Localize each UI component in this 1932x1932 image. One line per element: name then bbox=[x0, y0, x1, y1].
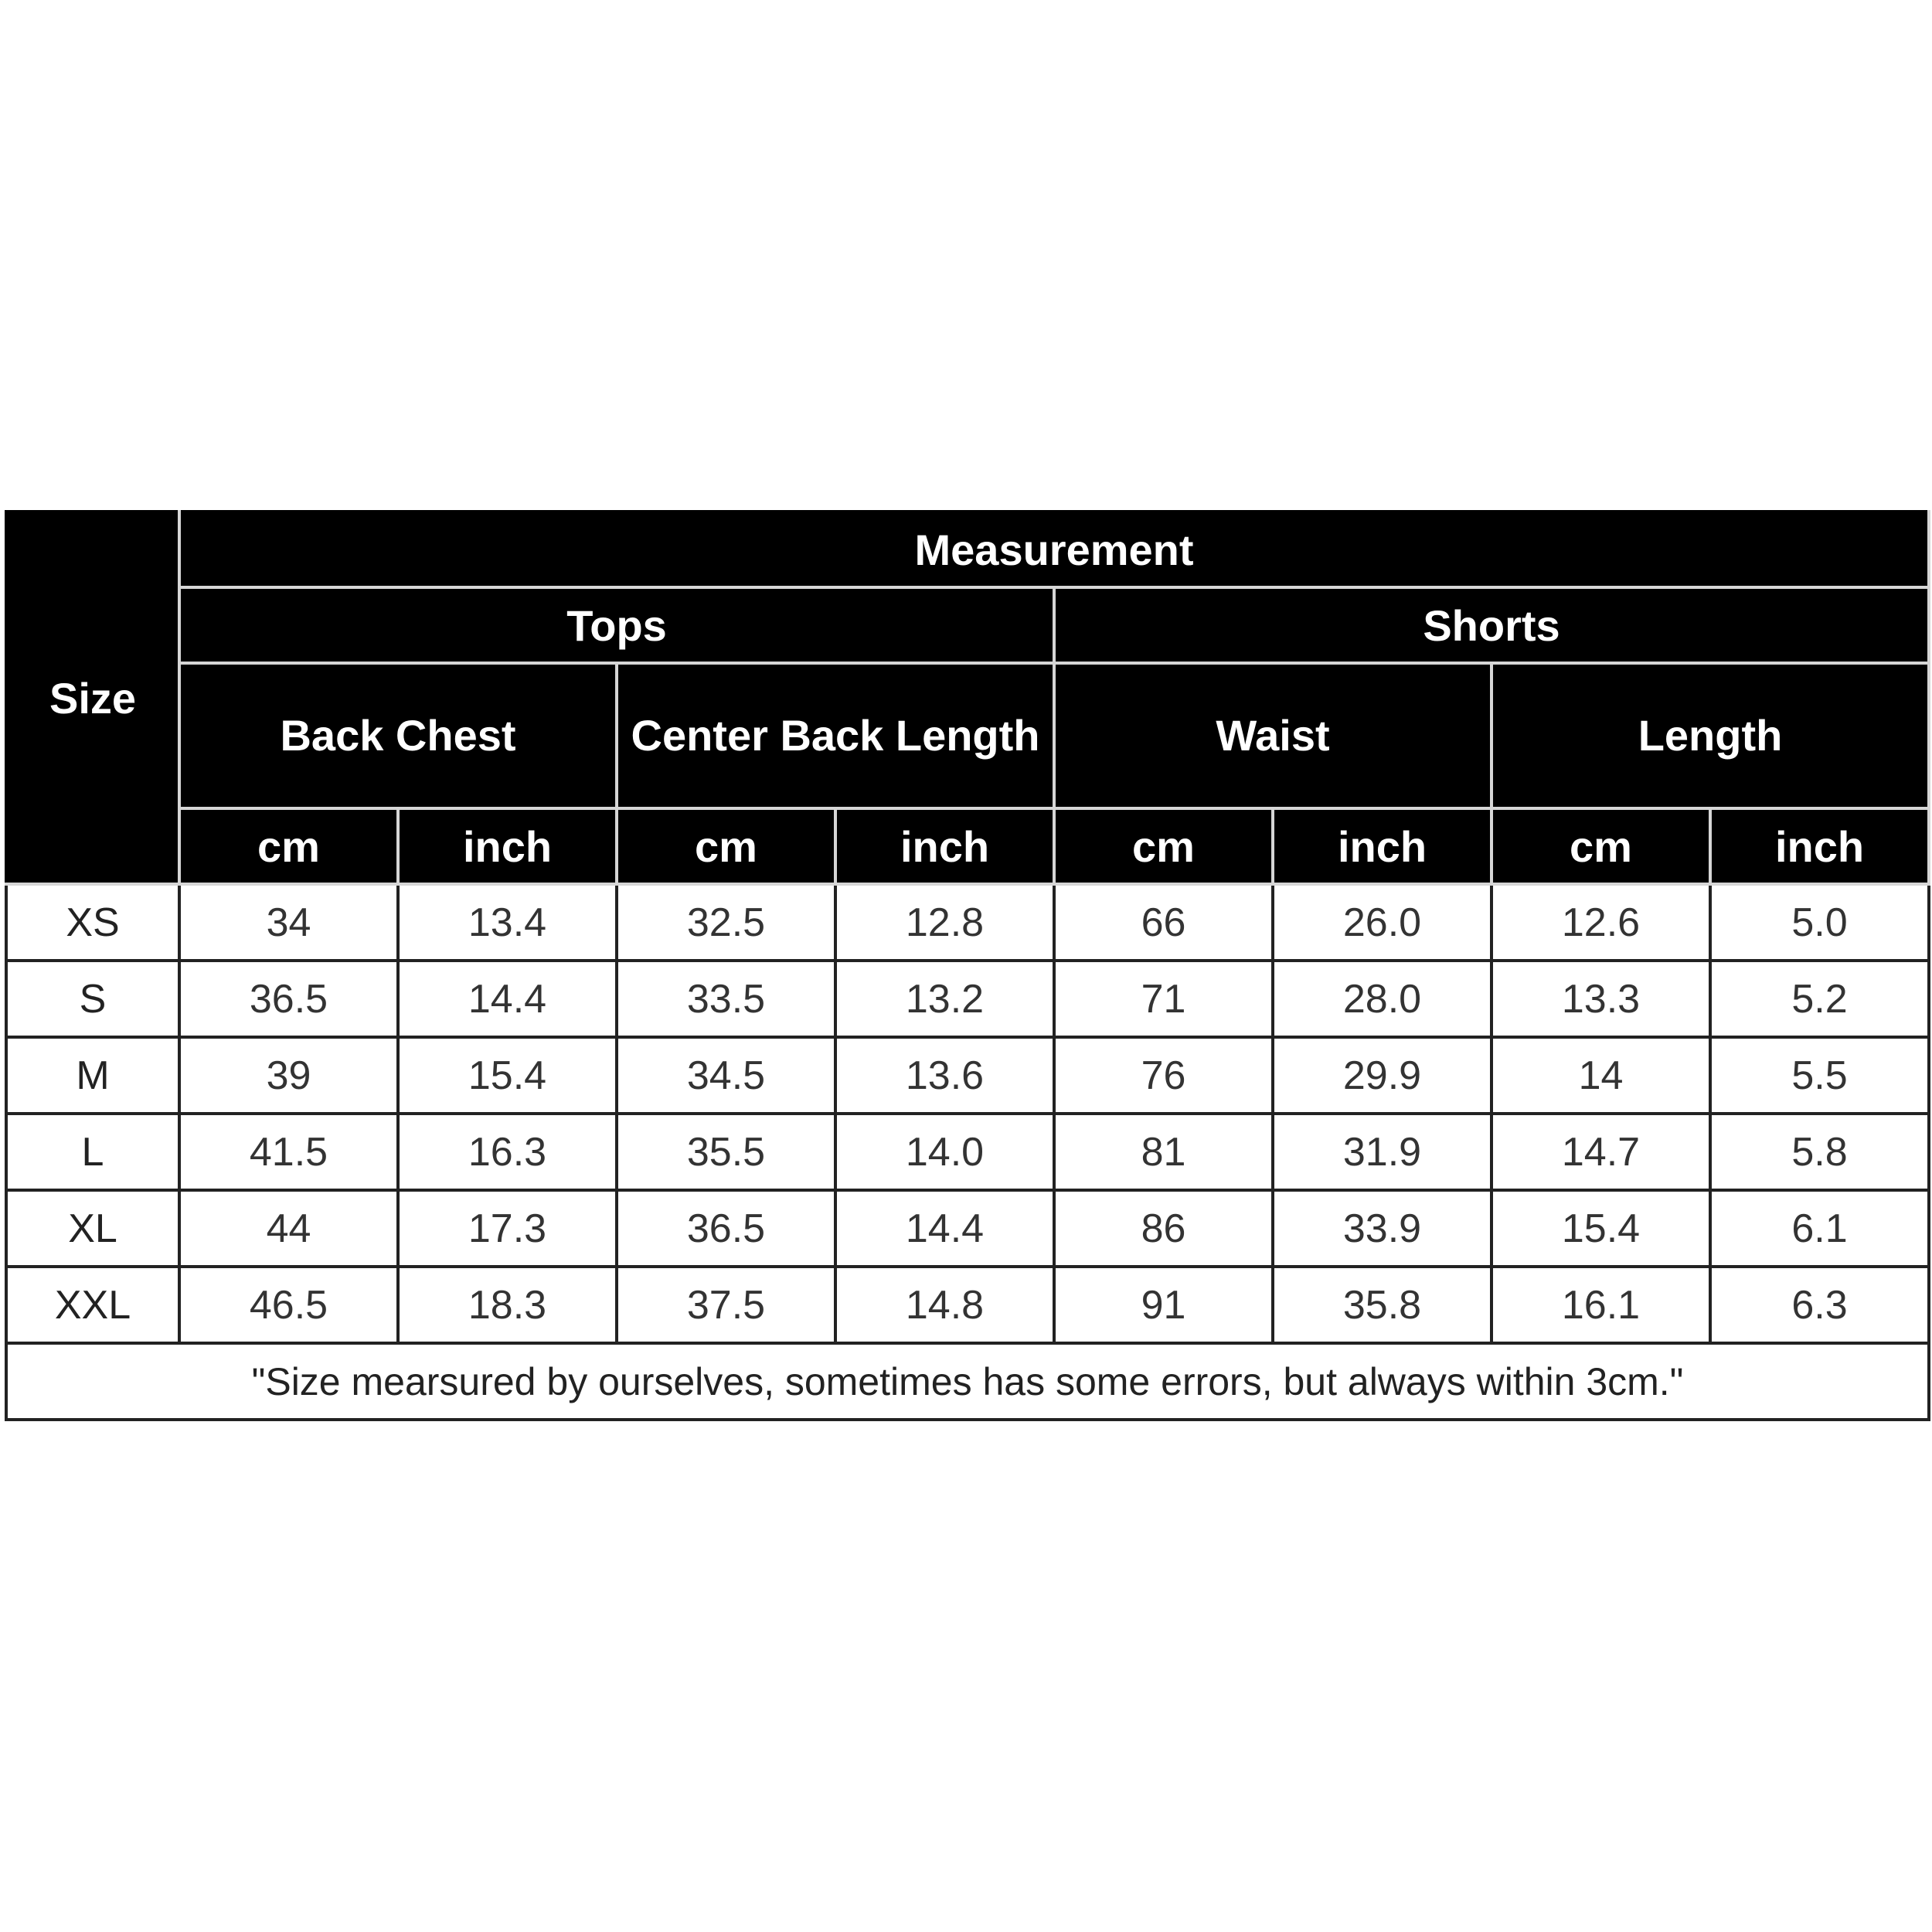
table-cell: 16.1 bbox=[1492, 1267, 1710, 1343]
table-cell: 14.4 bbox=[398, 961, 617, 1037]
unit-header: cm bbox=[179, 808, 398, 884]
table-cell: 14 bbox=[1492, 1037, 1710, 1114]
unit-header: cm bbox=[1054, 808, 1273, 884]
table-cell: 28.0 bbox=[1273, 961, 1492, 1037]
tops-header: Tops bbox=[179, 587, 1054, 663]
table-cell: 86 bbox=[1054, 1190, 1273, 1267]
unit-header: inch bbox=[398, 808, 617, 884]
note-row bbox=[6, 1343, 1929, 1420]
size-cell: M bbox=[6, 1037, 179, 1114]
size-cell: L bbox=[6, 1114, 179, 1190]
size-column-header: Size bbox=[6, 512, 179, 884]
unit-header: cm bbox=[617, 808, 835, 884]
size-chart-header bbox=[6, 512, 1929, 884]
table-cell: 37.5 bbox=[617, 1267, 835, 1343]
table-cell: 39 bbox=[179, 1037, 398, 1114]
table-cell: 18.3 bbox=[398, 1267, 617, 1343]
table-cell: 14.8 bbox=[835, 1267, 1054, 1343]
table-cell: 13.3 bbox=[1492, 961, 1710, 1037]
table-cell: 5.5 bbox=[1710, 1037, 1929, 1114]
back-chest-header: Back Chest bbox=[179, 663, 617, 808]
table-cell: 12.8 bbox=[835, 884, 1054, 961]
table-cell: 81 bbox=[1054, 1114, 1273, 1190]
table-cell: 15.4 bbox=[398, 1037, 617, 1114]
table-cell: 14.7 bbox=[1492, 1114, 1710, 1190]
table-cell: 15.4 bbox=[1492, 1190, 1710, 1267]
table-row bbox=[6, 884, 1929, 961]
table-cell: 33.5 bbox=[617, 961, 835, 1037]
table-cell: 44 bbox=[179, 1190, 398, 1267]
table-cell: 29.9 bbox=[1273, 1037, 1492, 1114]
table-cell: 13.2 bbox=[835, 961, 1054, 1037]
table-cell: 26.0 bbox=[1273, 884, 1492, 961]
table-cell: 5.8 bbox=[1710, 1114, 1929, 1190]
measurement-note: "Size mearsured by ourselves, sometimes has some errors, but always within 3cm." bbox=[6, 1343, 1929, 1420]
table-cell: 14.4 bbox=[835, 1190, 1054, 1267]
unit-header: inch bbox=[835, 808, 1054, 884]
unit-header: cm bbox=[1492, 808, 1710, 884]
table-row bbox=[6, 1114, 1929, 1190]
size-cell: XS bbox=[6, 884, 179, 961]
table-cell: 46.5 bbox=[179, 1267, 398, 1343]
table-row bbox=[6, 1267, 1929, 1343]
measurement-header: Measurement bbox=[179, 512, 1929, 587]
table-cell: 13.6 bbox=[835, 1037, 1054, 1114]
shorts-header: Shorts bbox=[1054, 587, 1929, 663]
unit-header: inch bbox=[1710, 808, 1929, 884]
table-cell: 17.3 bbox=[398, 1190, 617, 1267]
size-chart-body bbox=[6, 884, 1929, 1420]
table-cell: 91 bbox=[1054, 1267, 1273, 1343]
table-cell: 12.6 bbox=[1492, 884, 1710, 961]
table-cell: 66 bbox=[1054, 884, 1273, 961]
table-cell: 36.5 bbox=[179, 961, 398, 1037]
table-cell: 76 bbox=[1054, 1037, 1273, 1114]
table-cell: 5.2 bbox=[1710, 961, 1929, 1037]
table-row bbox=[6, 961, 1929, 1037]
center-back-length-header: Center Back Length bbox=[617, 663, 1054, 808]
unit-header: inch bbox=[1273, 808, 1492, 884]
table-cell: 16.3 bbox=[398, 1114, 617, 1190]
table-cell: 33.9 bbox=[1273, 1190, 1492, 1267]
size-cell: XL bbox=[6, 1190, 179, 1267]
table-cell: 36.5 bbox=[617, 1190, 835, 1267]
size-chart-table bbox=[5, 510, 1930, 1421]
table-cell: 5.0 bbox=[1710, 884, 1929, 961]
table-cell: 14.0 bbox=[835, 1114, 1054, 1190]
size-cell: XXL bbox=[6, 1267, 179, 1343]
table-cell: 35.8 bbox=[1273, 1267, 1492, 1343]
table-cell: 35.5 bbox=[617, 1114, 835, 1190]
table-cell: 32.5 bbox=[617, 884, 835, 961]
table-cell: 6.1 bbox=[1710, 1190, 1929, 1267]
table-row bbox=[6, 1037, 1929, 1114]
table-row bbox=[6, 1190, 1929, 1267]
table-cell: 13.4 bbox=[398, 884, 617, 961]
table-cell: 6.3 bbox=[1710, 1267, 1929, 1343]
size-cell: S bbox=[6, 961, 179, 1037]
length-header: Length bbox=[1492, 663, 1929, 808]
waist-header: Waist bbox=[1054, 663, 1492, 808]
table-cell: 34.5 bbox=[617, 1037, 835, 1114]
table-cell: 41.5 bbox=[179, 1114, 398, 1190]
table-cell: 34 bbox=[179, 884, 398, 961]
table-cell: 31.9 bbox=[1273, 1114, 1492, 1190]
table-cell: 71 bbox=[1054, 961, 1273, 1037]
